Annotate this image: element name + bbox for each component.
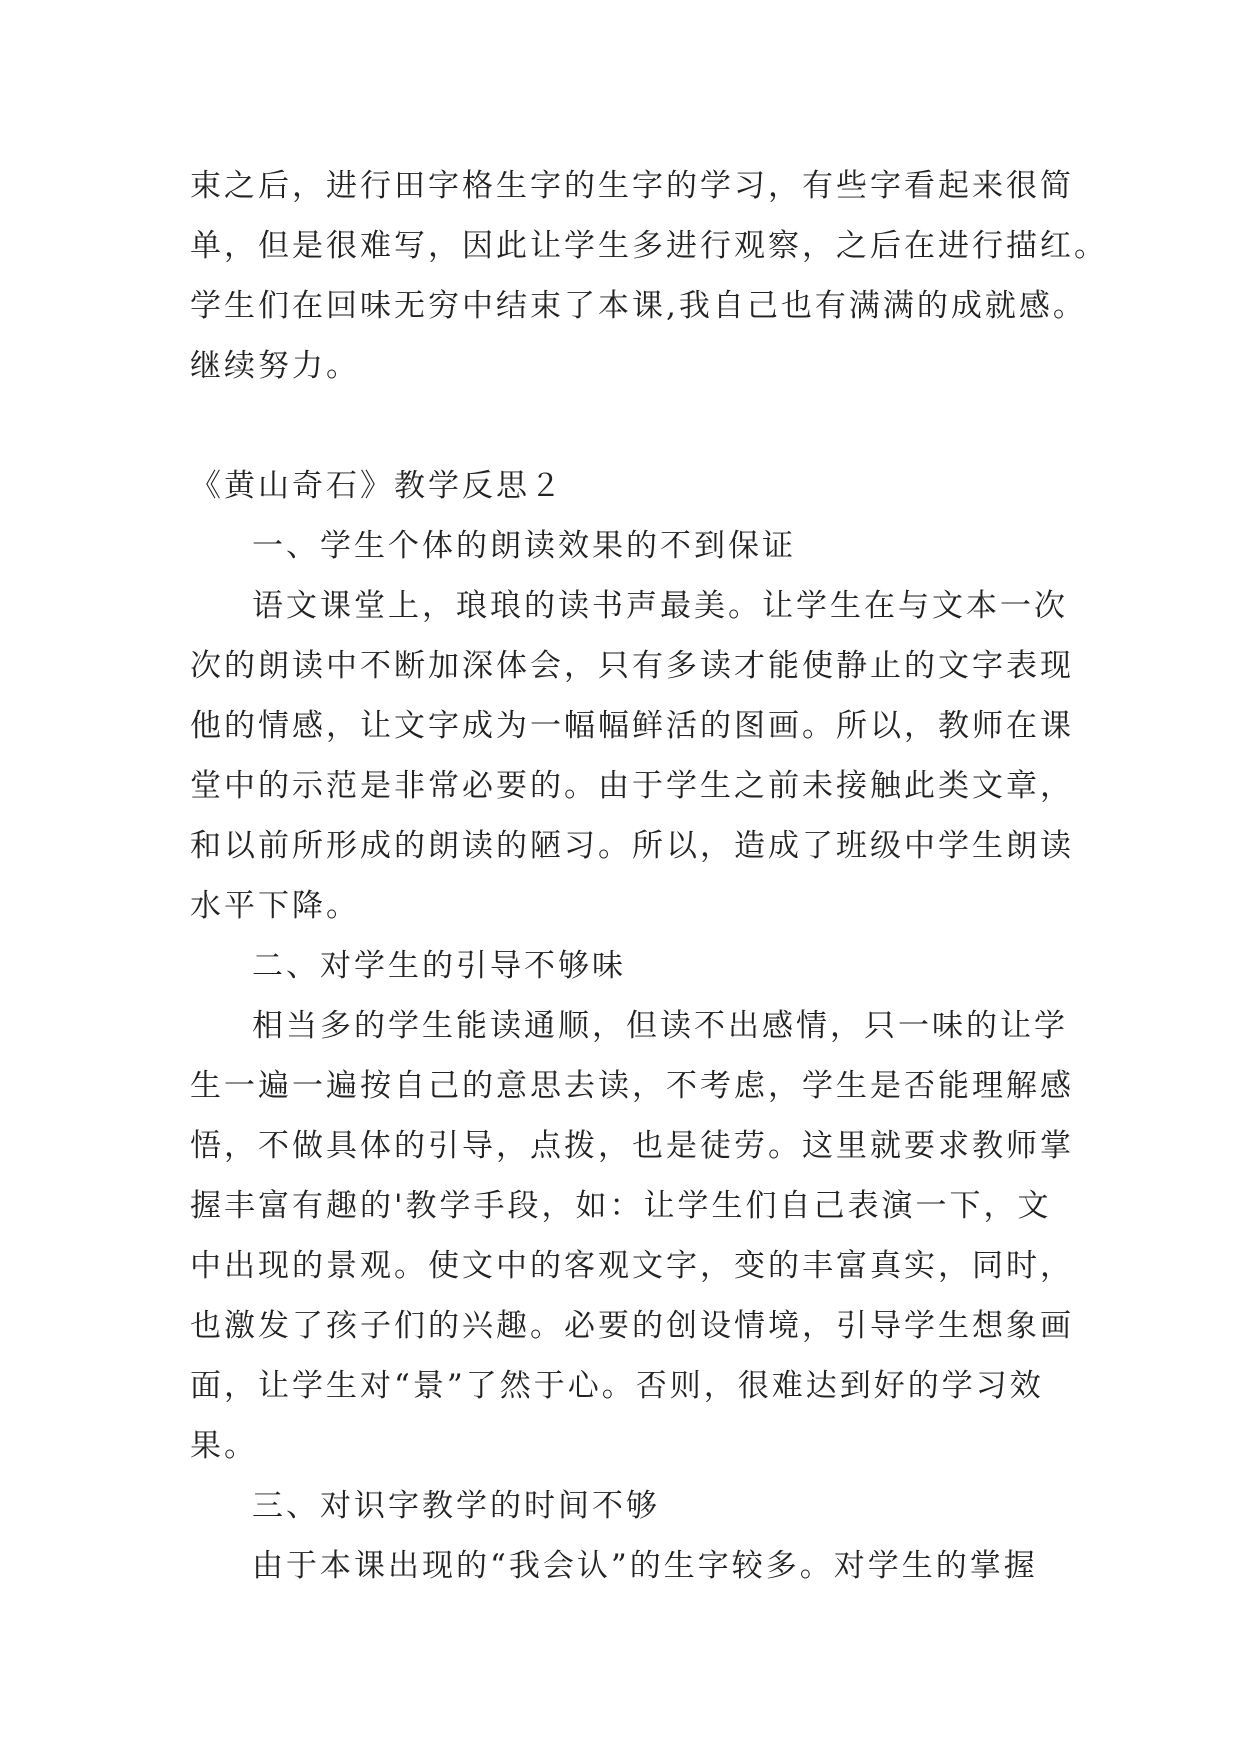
paragraph-line: 相当多的学生能读通顺，但读不出感情，只一味的让学 xyxy=(252,1008,1068,1044)
subheading-1: 一、学生个体的朗读效果的不到保证 xyxy=(252,528,796,564)
subheading-2: 二、对学生的引导不够味 xyxy=(252,948,626,984)
paragraph-line: 堂中的示范是非常必要的。由于学生之前未接触此类文章， xyxy=(190,768,1074,804)
subheading-3: 三、对识字教学的时间不够 xyxy=(252,1488,660,1524)
paragraph-line: 学生们在回味无穷中结束了本课,我自己也有满满的成就感。 xyxy=(190,288,1087,324)
paragraph-line: 中出现的景观。使文中的客观文字，变的丰富真实，同时， xyxy=(190,1248,1074,1284)
section-heading: 《黄山奇石》教学反思２ xyxy=(190,468,564,504)
paragraph-line: 生一遍一遍按自己的意思去读，不考虑，学生是否能理解感 xyxy=(190,1068,1074,1104)
paragraph-line: 语文课堂上，琅琅的读书声最美。让学生在与文本一次 xyxy=(252,588,1068,624)
paragraph-line: 悟，不做具体的引导，点拨，也是徒劳。这里就要求教师掌 xyxy=(190,1128,1074,1164)
paragraph-line: 由于本课出现的“我会认”的生字较多。对学生的掌握 xyxy=(252,1548,1038,1584)
paragraph-line: 也激发了孩子们的兴趣。必要的创设情境，引导学生想象画 xyxy=(190,1308,1074,1344)
paragraph-line: 握丰富有趣的'教学手段，如：让学生们自己表演一下，文 xyxy=(190,1188,1052,1224)
paragraph-line: 他的情感，让文字成为一幅幅鲜活的图画。所以，教师在课 xyxy=(190,708,1074,744)
paragraph-line: 次的朗读中不断加深体会，只有多读才能使静止的文字表现 xyxy=(190,648,1074,684)
paragraph-line: 和以前所形成的朗读的陋习。所以，造成了班级中学生朗读 xyxy=(190,828,1074,864)
paragraph-line: 果。 xyxy=(190,1428,258,1464)
paragraph-line: 水平下降。 xyxy=(190,888,360,924)
paragraph-line: 单，但是很难写，因此让学生多进行观察，之后在进行描红。 xyxy=(190,228,1108,264)
paragraph-line: 束之后，进行田字格生字的生字的学习，有些字看起来很简 xyxy=(190,168,1074,204)
paragraph-line: 继续努力。 xyxy=(190,348,360,384)
paragraph-line: 面，让学生对“景”了然于心。否则，很难达到好的学习效 xyxy=(190,1368,1044,1404)
